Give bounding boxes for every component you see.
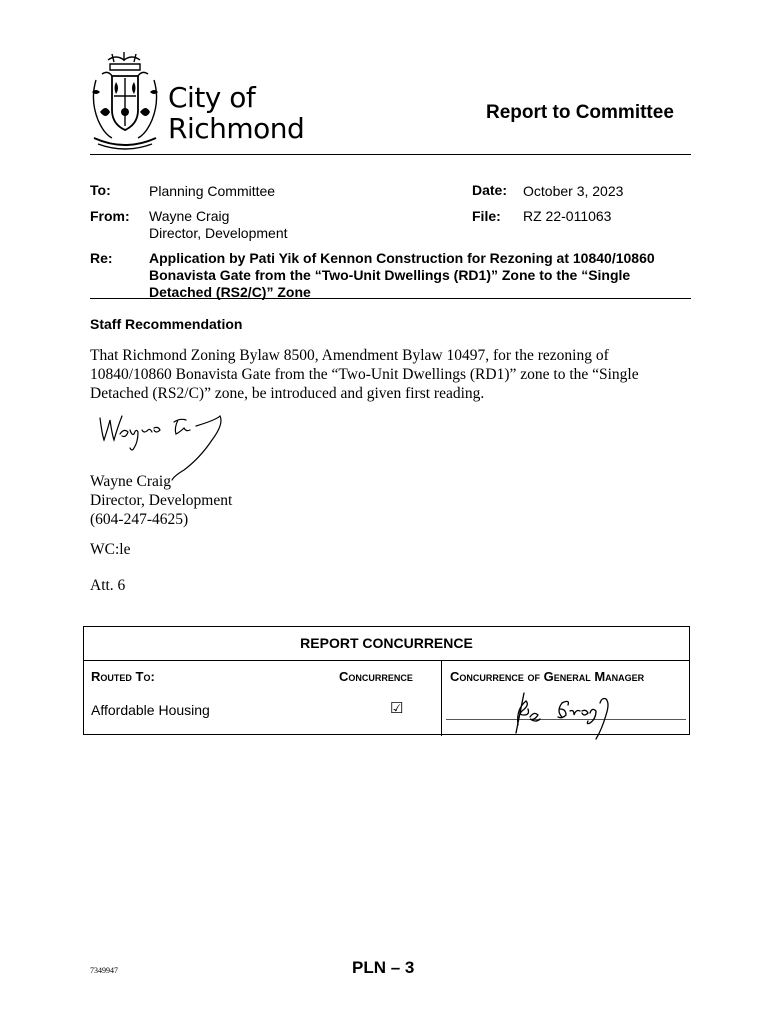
page-number: PLN – 3 [352,958,415,977]
row-routed-to: Affordable Housing [91,702,210,718]
from-title: Director, Development [149,225,288,241]
date-label: Date: [472,182,508,198]
document-number: 7349947 [90,966,118,975]
table-title: REPORT CONCURRENCE [300,635,473,651]
recommendation-text: That Richmond Zoning Bylaw 8500, Amendment Bylaw 10497, for the rezoning of 10840/10860 Bonavista Gate from the “Two-Unit Dwellings (RD1)” zone to the “Single Detached (RS2/C)” zone, be introduced and given first reading. [90,347,639,402]
logo-line-2: Richmond [168,112,305,145]
file-label: File: [472,208,501,224]
city-crest-logo [88,52,162,152]
col-header-gm-concurrence: Concurrence of General Manager [450,669,645,684]
file-value: RZ 22-011063 [523,208,612,224]
header-divider [90,154,691,155]
signer-name: Wayne Craig [90,473,171,490]
section-heading: Staff Recommendation [90,316,243,332]
gm-signature-image [504,689,624,741]
from-label: From: [90,208,130,224]
re-subject: Application by Pati Yik of Kennon Construction for Rezoning at 10840/10860 Bonavista Gate from the “Two-Unit Dwellings (RD1)” Zone to the “Single Detached (RS2/C)” Zone [149,250,655,300]
city-logo-wordmark [168,82,304,144]
table-divider [84,660,689,661]
col-header-routed-to: Routed To: [91,669,155,684]
report-title: Report to Committee [486,102,674,123]
attachments-note: Att. 6 [90,577,126,594]
signer-block [90,472,232,529]
from-value [149,208,288,242]
author-initials: WC:le [90,541,131,558]
logo-line-1: City of [168,81,256,114]
concurrence-checkbox-icon: ☑ [390,700,404,717]
table-column-divider [441,660,442,736]
from-name: Wayne Craig [149,208,230,224]
date-value: October 3, 2023 [523,183,624,199]
report-concurrence-table [83,626,690,735]
subject-divider [90,298,691,299]
re-label: Re: [90,250,113,266]
signer-title: Director, Development [90,492,233,509]
col-header-concurrence: Concurrence [339,669,413,684]
signer-phone: (604-247-4625) [90,511,189,528]
to-value: Planning Committee [149,183,276,199]
to-label: To: [90,182,111,198]
